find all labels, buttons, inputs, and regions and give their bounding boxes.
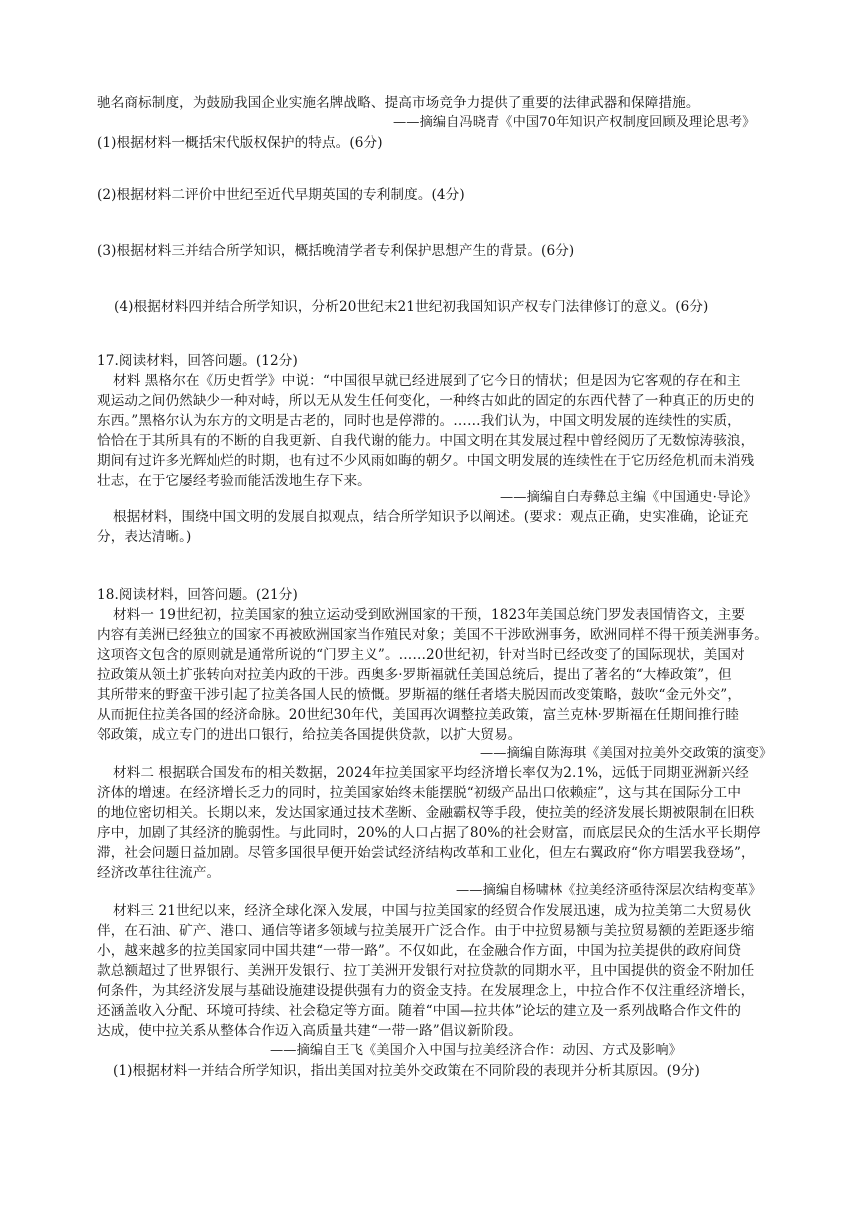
q18-material-two-source: ——摘编自杨啸林《拉美经济亟待深层次结构变革》 [456, 883, 762, 898]
q18-material-three-line: 小，越来越多的拉美国家同中国共建“一带一路”。不仅如此，在金融合作方面，中国为拉美提供的政府间贷 [97, 943, 742, 959]
q18-material-three-line: 何条件，为其经济发展与基础设施建设提供强有力的资金支持。在发展理念上，中拉合作不仅注重经济增长， [97, 983, 755, 999]
q18-material-two-line: 材料二 根据联合国发布的相关数据，2024年拉美国家平均经济增长率仅为2.1%，远低于同期亚洲新兴经 [113, 765, 749, 781]
question-18-heading: 18.阅读材料，回答问题。(21分) [97, 587, 298, 603]
q18-material-three-source: ——摘编自王飞《美国介入中国与拉美经济合作：动因、方式及影响》 [270, 1043, 682, 1058]
q18-material-three-line: 伴，在石油、矿产、港口、通信等诸多领域与拉美展开广泛合作。由于中拉贸易额与美拉贸易额的差距逐步缩 [97, 923, 755, 939]
q18-material-one-line: 这项咨文包含的原则就是通常所说的“门罗主义”。……20世纪初，针对当时已经改变了的国际现状，美国对 [97, 647, 745, 663]
question-17-heading: 17.阅读材料，回答问题。(12分) [97, 353, 298, 369]
question-16-part-3: (3)根据材料三并结合所学知识，概括晚清学者专利保护思想产生的背景。(6分) [97, 243, 575, 259]
q17-material-line: 东西。”黑格尔认为东方的文明是古老的，同时也是停滞的。……我们认为，中国文明发展的连续性的实质， [97, 413, 741, 429]
q18-material-one-line: 内容有美洲已经独立的国家不再被欧洲国家当作殖民对象；美国不干涉欧洲事务，欧洲同样不得干预美洲事务。 [97, 627, 768, 643]
q18-material-one-line: 从而扼住拉美各国的经济命脉。20世纪30年代，美国再次调整拉美政策，富兰克林·罗斯福在任期间推行睦 [97, 707, 739, 723]
q18-material-two-line: 经济改革往往流产。 [97, 865, 221, 881]
question-18-part-1: (1)根据材料一并结合所学知识，指出美国对拉美外交政策在不同阶段的表现并分析其原因。(9分) [113, 1063, 700, 1079]
q18-material-two-line: 济体的增速。在经济增长乏力的同时，拉美国家始终未能摆脱“初级产品出口依赖症”，这与其在国际分工中 [97, 785, 742, 801]
q18-material-one-line: 材料一 19世纪初，拉美国家的独立运动受到欧洲国家的干预，1823年美国总统门罗发表国情咨文，主要 [113, 607, 746, 623]
q17-task-line: 分，表达清晰。) [97, 529, 192, 545]
q18-material-three-line: 款总额超过了世界银行、美洲开发银行、拉丁美洲开发银行对拉贷款的同期水平，且中国提供的资金不附加任 [97, 963, 755, 979]
q17-material-line: 期间有过许多光辉灿烂的时期，也有过不少风雨如晦的朝夕。中国文明发展的连续性在于它历经危机而未消残 [97, 453, 755, 469]
q18-material-three-line: 达成，使中拉关系从整体合作迈入高质量共建“一带一路”倡议新阶段。 [97, 1023, 522, 1039]
q17-material-line: 材料 黑格尔在《历史哲学》中说：“中国很早就已经进展到了它今日的情状；但是因为它客观的存在和主 [113, 373, 741, 389]
q18-material-one-line: 邻政策，成立专门的进出口银行，给拉美各国提供贷款，以扩大贸易。 [97, 727, 522, 743]
q18-material-three-line: 材料三 21世纪以来，经济全球化深入发展，中国与拉美国家的经贸合作发展迅速，成为拉美第二大贸易伙 [113, 903, 752, 919]
question-16-part-1: (1)根据材料一概括宋代版权保护的特点。(6分) [97, 135, 383, 151]
q17-task-line: 根据材料，围绕中国文明的发展自拟观点，结合所学知识予以阐述。(要求：观点正确，史实准确，论证充 [113, 509, 749, 525]
q18-material-one-source: ——摘编自陈海琪《美国对拉美外交政策的演变》 [480, 746, 773, 761]
q18-material-one-line: 拉政策从领土扩张转向对拉美内政的干涉。西奥多·罗斯福就任美国总统后，提出了著名的“大棒政策”，但 [97, 667, 732, 683]
q17-material-line: 壮志，在于它屡经考验而能活泼地生存下来。 [97, 473, 371, 489]
q18-material-one-line: 其所带来的野蛮干涉引起了拉美各国人民的愤慨。罗斯福的继任者塔夫脱因而改变策略，鼓吹“金元外交”， [97, 687, 742, 703]
question-16-part-2: (2)根据材料二评价中世纪至近代早期英国的专利制度。(4分) [97, 187, 465, 203]
q17-material-line: 观运动之间仍然缺少一种对峙，所以无从发生任何变化，一种终古如此的固定的东西代替了一种真正的历史的 [97, 393, 755, 409]
q18-material-two-line: 的地位密切相关。长期以来，发达国家通过技术垄断、金融霸权等手段，使拉美的经济发展长期被限制在旧秩 [97, 805, 755, 821]
q18-material-two-line: 序中，加剧了其经济的脆弱性。与此同时，20%的人口占据了80%的社会财富，而底层民众的生活水平长期停 [97, 825, 761, 841]
question-16-part-4: (4)根据材料四并结合所学知识，分析20世纪末21世纪初我国知识产权专门法律修订的意义。(6分) [114, 299, 709, 315]
q18-material-three-line: 还涵盖收入分配、环境可持续、社会稳定等方面。随着“中国—拉共体”论坛的建立及一系列战略合作文件的 [97, 1003, 742, 1019]
material-four-continuation: 驰名商标制度，为鼓励我国企业实施名牌战略、提高市场竞争力提供了重要的法律武器和保障措施。 [97, 95, 700, 111]
q17-material-line: 恰恰在于其所具有的不断的自我更新、自我代谢的能力。中国文明在其发展过程中曾经阅历了无数惊涛骇浪， [97, 433, 755, 449]
q18-material-two-line: 滞，社会问题日益加剧。尽管多国很早便开始尝试经济结构改革和工业化，但左右翼政府“你方唱罢我登场”， [97, 845, 755, 861]
q17-material-source: ——摘编自白寿彝总主编《中国通史·导论》 [500, 490, 757, 505]
material-four-source: ——摘编自冯晓青《中国70年知识产权制度回顾及理论思考》 [393, 115, 756, 130]
